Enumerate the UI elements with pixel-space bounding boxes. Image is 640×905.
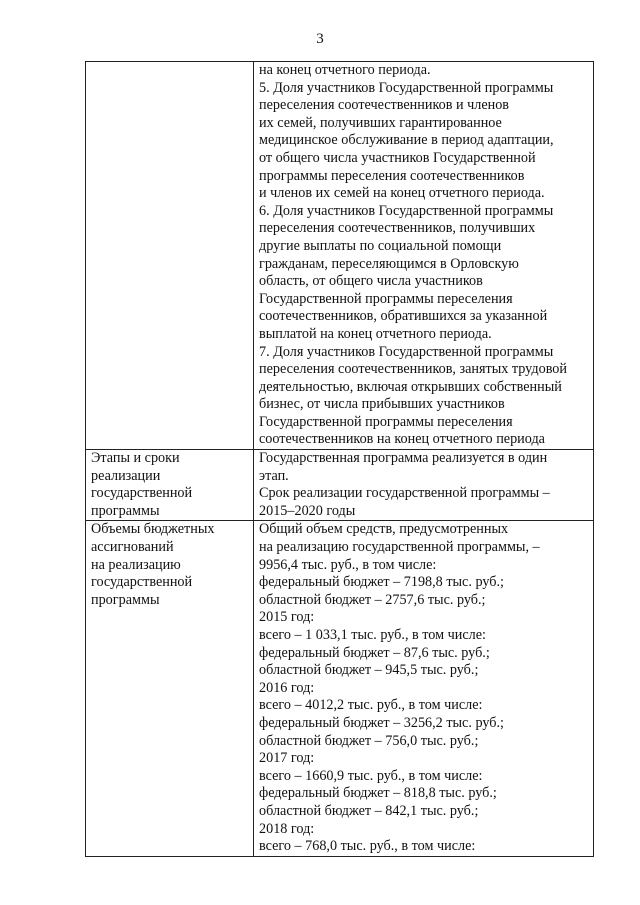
content-line: всего – 768,0 тыс. руб., в том числе: (259, 838, 476, 855)
row-label-cell (86, 62, 254, 450)
content-line: их семей, получивших гарантированное (259, 114, 502, 131)
content-line: другие выплаты по социальной помощи (259, 237, 502, 254)
content-line: федеральный бюджет – 7198,8 тыс. руб.; (259, 574, 504, 591)
content-line: соотечественников, обратившихся за указанной (259, 308, 548, 325)
content-line: 6. Доля участников Государственной программы (259, 202, 554, 219)
content-line: этап. (259, 467, 289, 484)
content-line: и членов их семей на конец отчетного периода. (259, 185, 545, 202)
content-line: всего – 1 033,1 тыс. руб., в том числе: (259, 627, 486, 643)
content-line: программы переселения соотечественников (259, 167, 525, 184)
label-line: Объемы бюджетных (91, 521, 215, 538)
content-line: областной бюджет – 945,5 тыс. руб.; (259, 662, 479, 679)
row-content-cell (254, 521, 594, 856)
content-line: 2017 год: (259, 750, 315, 767)
content-line: на реализацию государственной программы, – (259, 539, 540, 556)
content-line: областной бюджет – 842,1 тыс. руб.; (259, 802, 479, 819)
label-line: государственной (91, 485, 193, 502)
content-line: федеральный бюджет – 818,8 тыс. руб.; (259, 785, 497, 802)
content-line: Срок реализации государственной программы – (259, 485, 550, 502)
table-row-stages (86, 450, 594, 521)
content-line: областной бюджет – 2757,6 тыс. руб.; (259, 591, 486, 608)
content-line: Государственная программа реализуется в один (259, 450, 548, 467)
table-row-indicators (86, 62, 594, 450)
content-line: федеральный бюджет – 87,6 тыс. руб.; (259, 644, 490, 661)
label-line: реализации (91, 467, 161, 484)
content-line: областной бюджет – 756,0 тыс. руб.; (259, 732, 479, 749)
content-line: всего – 4012,2 тыс. руб., в том числе: (259, 697, 483, 714)
content-line: федеральный бюджет – 3256,2 тыс. руб.; (259, 714, 504, 731)
content-line: область, от общего числа участников (259, 273, 483, 290)
label-line: ассигнований (91, 539, 174, 556)
content-line: на конец отчетного периода. (259, 62, 431, 78)
row-content-cell (254, 62, 594, 450)
row-label-cell (86, 521, 254, 856)
label-line: на реализацию (91, 556, 181, 573)
label-line: программы (91, 591, 160, 608)
content-line: от общего числа участников Государственной (259, 149, 536, 166)
content-line: деятельностью, включая открывших собственный (259, 378, 562, 395)
content-line: 9956,4 тыс. руб., в том числе: (259, 556, 437, 573)
content-line: 2015–2020 годы (259, 502, 356, 519)
row-content-cell (254, 450, 594, 521)
content-line: Государственной программы переселения (259, 413, 513, 430)
label-line: государственной (91, 574, 193, 591)
content-line: медицинское обслуживание в период адаптации, (259, 132, 554, 149)
row-label-cell (86, 450, 254, 521)
content-line: 2015 год: (259, 609, 315, 626)
content-line: 5. Доля участников Государственной программы (259, 79, 554, 96)
content-line: 7. Доля участников Государственной программы (259, 343, 554, 360)
table-row-budget (86, 521, 594, 856)
content-line: переселения соотечественников, получивших (259, 220, 536, 237)
content-line: переселения соотечественников и членов (259, 97, 509, 114)
content-line: выплатой на конец отчетного периода. (259, 325, 492, 342)
label-line: программы (91, 502, 160, 519)
content-line: гражданам, переселяющимся в Орловскую (259, 255, 519, 272)
content-line: переселения соотечественников, занятых трудовой (259, 361, 567, 378)
content-line: Общий объем средств, предусмотренных (259, 521, 509, 538)
label-line: Этапы и сроки (91, 450, 180, 467)
content-line: 2018 год: (259, 820, 315, 837)
page-number: 3 (316, 31, 324, 47)
content-line: Государственной программы переселения (259, 290, 513, 307)
content-line: всего – 1660,9 тыс. руб., в том числе: (259, 767, 483, 784)
program-passport-table (85, 61, 594, 857)
content-line: соотечественников на конец отчетного периода (259, 431, 545, 448)
content-line: 2016 год: (259, 679, 315, 696)
content-line: бизнес, от числа прибывших участников (259, 396, 505, 413)
